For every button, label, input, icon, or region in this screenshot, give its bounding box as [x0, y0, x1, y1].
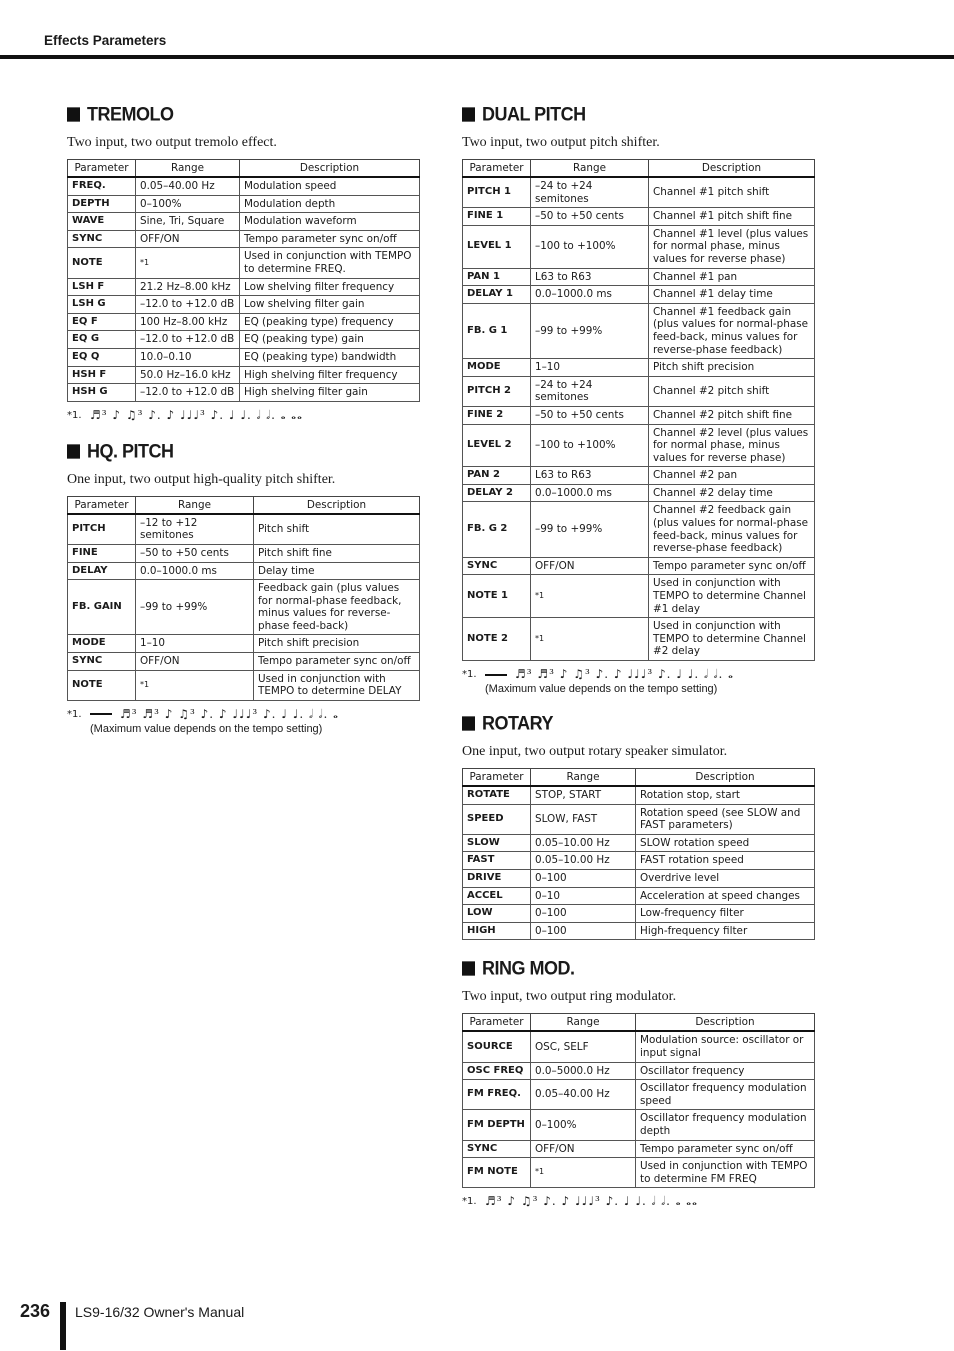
table-row: [463, 869, 815, 887]
param-name: MODE: [463, 359, 531, 377]
right-column: [462, 104, 815, 1227]
param-range: –99 to +99%: [136, 580, 254, 635]
table-row: [68, 177, 420, 195]
footnote-sub: (Maximum value depends on the tempo setting): [90, 722, 323, 735]
param-range: –50 to +50 cents: [136, 544, 254, 562]
dash-icon: [485, 674, 507, 676]
param-range: 1–10: [531, 359, 649, 377]
param-range: 100 Hz–8.00 kHz: [136, 313, 240, 331]
param-name: FB. G 1: [463, 303, 531, 358]
param-description: SLOW rotation speed: [636, 834, 815, 852]
param-name: DELAY 1: [463, 286, 531, 304]
param-description: Low-frequency filter: [636, 905, 815, 923]
param-name: SYNC: [68, 653, 136, 671]
note-values-icon: ♬³ ♬³ ♪ ♫³ ♪. ♪ ♩♩♩³ ♪. ♩ ♩. 𝅗𝅥 𝅗𝅥. 𝅝: [515, 667, 734, 681]
section-marker-icon: [67, 444, 80, 458]
param-range: SLOW, FAST: [531, 804, 636, 834]
param-range: 0.05–10.00 Hz: [531, 834, 636, 852]
footnote-mark: *1.: [462, 669, 477, 680]
param-range: 0–100%: [531, 1110, 636, 1140]
column-header: Description: [636, 769, 815, 787]
param-range: 0–100: [531, 869, 636, 887]
table-row: [463, 208, 815, 226]
param-range: 0.0–5000.0 Hz: [531, 1062, 636, 1080]
manual-title: LS9-16/32 Owner's Manual: [75, 1304, 245, 1320]
param-name: NOTE 1: [463, 575, 531, 618]
param-description: Overdrive level: [636, 869, 815, 887]
param-description: Channel #1 feedback gain (plus values for normal-phase feed-back, minus values for reverse-phase feedback): [649, 303, 815, 358]
param-range: 0–10: [531, 887, 636, 905]
params-table: [67, 159, 420, 402]
param-name: DRIVE: [463, 869, 531, 887]
param-range: –12 to +12 semitones: [136, 514, 254, 545]
footnote-mark: *1.: [462, 1196, 477, 1208]
footnote-mark: *1.: [67, 708, 82, 720]
param-description: FAST rotation speed: [636, 852, 815, 870]
param-description: Pitch shift precision: [254, 635, 420, 653]
page-number: 236: [20, 1301, 51, 1321]
param-range: L63 to R63: [531, 467, 649, 485]
param-description: Used in conjunction with TEMPO to determine Channel #2 delay: [649, 618, 815, 661]
param-range: OFF/ON: [136, 653, 254, 671]
param-name: FM NOTE: [463, 1158, 531, 1188]
param-description: Pitch shift: [254, 514, 420, 545]
left-column: [67, 104, 420, 753]
param-range: OSC, SELF: [531, 1031, 636, 1062]
param-name: PAN 2: [463, 467, 531, 485]
param-name: EQ Q: [68, 348, 136, 366]
table-row: [68, 230, 420, 248]
param-description: Channel #1 delay time: [649, 286, 815, 304]
running-header: Effects Parameters: [44, 33, 167, 48]
table-row: [463, 1110, 815, 1140]
param-description: Channel #1 level (plus values for normal phase, minus values for reverse phase): [649, 225, 815, 268]
param-description: Delay time: [254, 562, 420, 580]
param-name: SLOW: [463, 834, 531, 852]
param-name: SPEED: [463, 804, 531, 834]
table-row: [463, 852, 815, 870]
table-row: [463, 922, 815, 940]
param-name: LEVEL 1: [463, 225, 531, 268]
param-description: Channel #2 feedback gain (plus values for normal-phase feed-back, minus values for reverse-phase feedback): [649, 502, 815, 557]
table-row: [463, 484, 815, 502]
header-rule: [0, 55, 954, 59]
table-row: [68, 348, 420, 366]
table-row: [68, 544, 420, 562]
param-range: 10.0–0.10: [136, 348, 240, 366]
param-name: NOTE: [68, 248, 136, 278]
table-row: [463, 359, 815, 377]
param-name: FM DEPTH: [463, 1110, 531, 1140]
param-range: –100 to +100%: [531, 424, 649, 467]
param-description: EQ (peaking type) gain: [240, 331, 420, 349]
footnote-sub: (Maximum value depends on the tempo setting): [485, 683, 718, 695]
table-row: [463, 786, 815, 804]
param-name: LSH F: [68, 278, 136, 296]
param-name: WAVE: [68, 213, 136, 231]
param-range: 1–10: [136, 635, 254, 653]
section-title-text: RING MOD.: [482, 957, 575, 980]
column-header: Parameter: [68, 160, 136, 178]
param-name: DEPTH: [68, 195, 136, 213]
param-name: HSH G: [68, 384, 136, 402]
table-row: [68, 296, 420, 314]
params-table: [462, 1013, 815, 1188]
table-row: [463, 887, 815, 905]
param-range: *1: [136, 248, 240, 278]
param-name: FAST: [463, 852, 531, 870]
param-name: ROTATE: [463, 786, 531, 804]
table-row: [463, 225, 815, 268]
footnote: [67, 408, 420, 423]
param-range: 0.05–40.00 Hz: [531, 1080, 636, 1110]
table-row: [463, 268, 815, 286]
section-intro: Two input, two output pitch shifter.: [462, 135, 660, 150]
table-row: [463, 618, 815, 661]
param-description: Acceleration at speed changes: [636, 887, 815, 905]
params-table: [462, 159, 815, 661]
table-row: [463, 424, 815, 467]
param-range: –12.0 to +12.0 dB: [136, 331, 240, 349]
param-name: FB. G 2: [463, 502, 531, 557]
table-row: [68, 384, 420, 402]
column-header: Description: [240, 160, 420, 178]
param-name: LEVEL 2: [463, 424, 531, 467]
section-marker-icon: [462, 107, 475, 121]
param-name: FINE: [68, 544, 136, 562]
param-name: PITCH: [68, 514, 136, 545]
tremolo-section: [67, 104, 420, 423]
hq-pitch-section: [67, 441, 420, 735]
section-title: [462, 957, 815, 980]
param-description: Channel #1 pan: [649, 268, 815, 286]
param-range: –99 to +99%: [531, 502, 649, 557]
table-row: [68, 562, 420, 580]
section-title-text: HQ. PITCH: [87, 439, 174, 462]
column-header: Range: [531, 769, 636, 787]
param-range: OFF/ON: [136, 230, 240, 248]
table-row: [463, 575, 815, 618]
table-row: [463, 303, 815, 358]
section-marker-icon: [462, 962, 475, 976]
table-row: [463, 376, 815, 406]
param-name: PAN 1: [463, 268, 531, 286]
footnote-mark: *1.: [67, 409, 82, 421]
param-range: 21.2 Hz–8.00 kHz: [136, 278, 240, 296]
param-description: Low shelving filter gain: [240, 296, 420, 314]
table-row: [463, 557, 815, 575]
param-name: ACCEL: [463, 887, 531, 905]
rotary-section: [462, 713, 815, 940]
param-description: Feedback gain (plus values for normal-phase feedback, minus values for reverse-phase feed-back): [254, 580, 420, 635]
param-description: Tempo parameter sync on/off: [240, 230, 420, 248]
param-description: Low shelving filter frequency: [240, 278, 420, 296]
param-range: *1: [531, 1158, 636, 1188]
table-row: [463, 1080, 815, 1110]
section-intro: One input, two output high-quality pitch shifter.: [67, 471, 336, 487]
param-description: EQ (peaking type) frequency: [240, 313, 420, 331]
param-description: Modulation speed: [240, 177, 420, 195]
param-description: Channel #2 pan: [649, 467, 815, 485]
table-row: [68, 248, 420, 278]
param-description: Used in conjunction with TEMPO to determine DELAY: [254, 670, 420, 700]
param-range: 0.0–1000.0 ms: [531, 286, 649, 304]
param-range: –12.0 to +12.0 dB: [136, 296, 240, 314]
footnote: [67, 707, 420, 722]
param-range: 0.05–40.00 Hz: [136, 177, 240, 195]
param-description: Used in conjunction with TEMPO to determine FREQ.: [240, 248, 420, 278]
param-range: *1: [531, 618, 649, 661]
param-range: OFF/ON: [531, 1140, 636, 1158]
param-range: –24 to +24 semitones: [531, 177, 649, 208]
param-range: 0.05–10.00 Hz: [531, 852, 636, 870]
note-values-icon: ♬³ ♬³ ♪ ♫³ ♪. ♪ ♩♩♩³ ♪. ♩ ♩. 𝅗𝅥 𝅗𝅥. 𝅝: [120, 706, 339, 721]
param-description: Used in conjunction with TEMPO to determine Channel #1 delay: [649, 575, 815, 618]
table-row: [463, 804, 815, 834]
param-description: High shelving filter gain: [240, 384, 420, 402]
table-header-row: [463, 160, 815, 178]
param-description: Channel #2 pitch shift: [649, 376, 815, 406]
param-description: Oscillator frequency: [636, 1062, 815, 1080]
param-description: EQ (peaking type) bandwidth: [240, 348, 420, 366]
param-description: Pitch shift fine: [254, 544, 420, 562]
table-header-row: [68, 496, 420, 514]
param-description: Modulation source: oscillator or input signal: [636, 1031, 815, 1062]
dash-icon: [90, 713, 112, 715]
param-range: –50 to +50 cents: [531, 208, 649, 226]
param-description: Tempo parameter sync on/off: [254, 653, 420, 671]
param-name: FB. GAIN: [68, 580, 136, 635]
table-row: [463, 286, 815, 304]
column-header: Range: [531, 160, 649, 178]
table-row: [68, 670, 420, 700]
note-values-icon: ♬³ ♪ ♫³ ♪. ♪ ♩♩♩³ ♪. ♩ ♩. 𝅗𝅥 𝅗𝅥. 𝅝 𝅝𝅝: [485, 1194, 698, 1209]
param-description: Oscillator frequency modulation depth: [636, 1110, 815, 1140]
note-values-icon: ♬³ ♪ ♫³ ♪. ♪ ♩♩♩³ ♪. ♩ ♩. 𝅗𝅥 𝅗𝅥. 𝅝 𝅝𝅝: [90, 407, 303, 422]
param-range: –50 to +50 cents: [531, 406, 649, 424]
param-description: Channel #1 pitch shift: [649, 177, 815, 208]
param-description: Modulation depth: [240, 195, 420, 213]
section-title: [462, 712, 815, 735]
column-header: Parameter: [463, 1014, 531, 1032]
param-range: *1: [136, 670, 254, 700]
param-name: SYNC: [68, 230, 136, 248]
column-header: Range: [136, 160, 240, 178]
param-name: LSH G: [68, 296, 136, 314]
param-range: 0–100: [531, 922, 636, 940]
param-name: PITCH 2: [463, 376, 531, 406]
param-range: –100 to +100%: [531, 225, 649, 268]
param-description: Channel #2 pitch shift fine: [649, 406, 815, 424]
param-description: Tempo parameter sync on/off: [649, 557, 815, 575]
param-name: NOTE: [68, 670, 136, 700]
section-intro: Two input, two output ring modulator.: [462, 989, 677, 1005]
param-description: Rotation stop, start: [636, 786, 815, 804]
param-range: *1: [531, 575, 649, 618]
section-title-text: DUAL PITCH: [482, 102, 586, 125]
param-description: Tempo parameter sync on/off: [636, 1140, 815, 1158]
param-description: Pitch shift precision: [649, 359, 815, 377]
table-row: [68, 635, 420, 653]
param-name: MODE: [68, 635, 136, 653]
param-name: SYNC: [463, 1140, 531, 1158]
section-title-text: ROTARY: [482, 711, 553, 734]
table-header-row: [68, 160, 420, 178]
table-header-row: [463, 1014, 815, 1032]
param-description: High shelving filter frequency: [240, 366, 420, 384]
table-row: [463, 1031, 815, 1062]
column-header: Range: [531, 1014, 636, 1032]
section-intro: One input, two output rotary speaker simulator.: [462, 744, 728, 759]
page-bar: [60, 1302, 66, 1350]
param-description: Oscillator frequency modulation speed: [636, 1080, 815, 1110]
params-table: [67, 496, 420, 701]
param-name: NOTE 2: [463, 618, 531, 661]
param-range: 50.0 Hz–16.0 kHz: [136, 366, 240, 384]
param-range: 0–100%: [136, 195, 240, 213]
param-range: 0.0–1000.0 ms: [531, 484, 649, 502]
table-row: [463, 905, 815, 923]
param-name: DELAY 2: [463, 484, 531, 502]
column-header: Description: [649, 160, 815, 178]
table-header-row: [463, 769, 815, 787]
section-marker-icon: [462, 716, 475, 730]
column-header: Description: [636, 1014, 815, 1032]
table-row: [463, 1140, 815, 1158]
table-row: [463, 834, 815, 852]
param-name: FINE 2: [463, 406, 531, 424]
param-name: HIGH: [463, 922, 531, 940]
param-name: EQ G: [68, 331, 136, 349]
param-name: SYNC: [463, 557, 531, 575]
table-row: [68, 213, 420, 231]
section-title: [67, 103, 420, 126]
table-row: [68, 195, 420, 213]
param-range: Sine, Tri, Square: [136, 213, 240, 231]
param-range: STOP, START: [531, 786, 636, 804]
table-row: [463, 177, 815, 208]
param-name: OSC FREQ: [463, 1062, 531, 1080]
table-row: [68, 514, 420, 545]
table-row: [68, 580, 420, 635]
param-name: DELAY: [68, 562, 136, 580]
param-description: Channel #2 delay time: [649, 484, 815, 502]
dual-pitch-section: [462, 104, 815, 695]
param-range: –12.0 to +12.0 dB: [136, 384, 240, 402]
param-name: EQ F: [68, 313, 136, 331]
table-row: [68, 278, 420, 296]
column-header: Parameter: [68, 496, 136, 514]
param-description: Modulation waveform: [240, 213, 420, 231]
footnote: [462, 1194, 815, 1209]
param-range: OFF/ON: [531, 557, 649, 575]
param-name: FM FREQ.: [463, 1080, 531, 1110]
param-name: FREQ.: [68, 177, 136, 195]
column-header: Parameter: [463, 769, 531, 787]
param-range: 0.0–1000.0 ms: [136, 562, 254, 580]
params-table: [462, 768, 815, 940]
param-name: FINE 1: [463, 208, 531, 226]
ring-mod-section: [462, 958, 815, 1209]
param-range: L63 to R63: [531, 268, 649, 286]
param-description: Used in conjunction with TEMPO to determine FM FREQ: [636, 1158, 815, 1188]
column-header: Range: [136, 496, 254, 514]
section-intro: Two input, two output tremolo effect.: [67, 135, 277, 150]
param-name: PITCH 1: [463, 177, 531, 208]
section-marker-icon: [67, 107, 80, 121]
table-row: [68, 366, 420, 384]
table-row: [463, 467, 815, 485]
table-row: [68, 331, 420, 349]
param-range: 0–100: [531, 905, 636, 923]
param-description: High-frequency filter: [636, 922, 815, 940]
param-name: HSH F: [68, 366, 136, 384]
section-title-text: TREMOLO: [87, 102, 174, 125]
param-name: LOW: [463, 905, 531, 923]
param-name: SOURCE: [463, 1031, 531, 1062]
column-header: Parameter: [463, 160, 531, 178]
table-row: [68, 313, 420, 331]
table-row: [463, 406, 815, 424]
table-row: [463, 1062, 815, 1080]
table-row: [68, 653, 420, 671]
section-title: [67, 440, 420, 463]
param-description: Channel #1 pitch shift fine: [649, 208, 815, 226]
param-range: –99 to +99%: [531, 303, 649, 358]
column-header: Description: [254, 496, 420, 514]
param-range: –24 to +24 semitones: [531, 376, 649, 406]
footnote: [462, 667, 815, 682]
param-description: Rotation speed (see SLOW and FAST parameters): [636, 804, 815, 834]
table-row: [463, 1158, 815, 1188]
param-description: Channel #2 level (plus values for normal phase, minus values for reverse phase): [649, 424, 815, 467]
section-title: [462, 103, 815, 126]
table-row: [463, 502, 815, 557]
